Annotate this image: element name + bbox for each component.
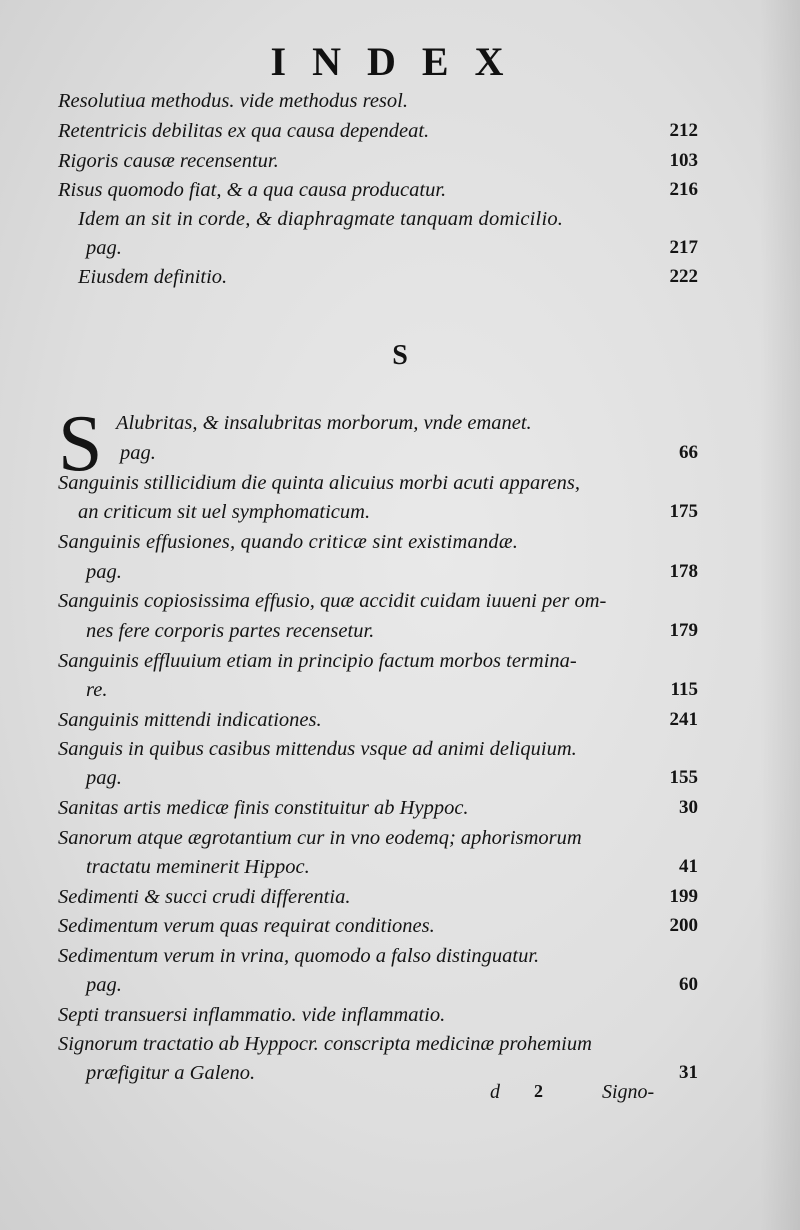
entry-text: Risus quomodo fiat, & a qua causa producatur. [58,179,447,201]
index-entry-continuation [58,974,698,1002]
entry-page: 178 [669,561,698,582]
entry-text: pag. [86,237,122,259]
index-entry [58,1004,698,1032]
signature-number: 2 [534,1081,543,1101]
entry-page: 115 [670,679,698,700]
index-entry [58,827,698,855]
entry-text: Retentricis debilitas ex qua causa dependeat. [58,120,430,142]
index-entry [58,738,698,766]
index-entry [58,886,698,914]
entry-page: 179 [669,620,698,641]
index-entry-continuation [58,620,698,648]
entry-text: pag. [86,561,122,583]
entry-text: Sanitas artis medicæ finis constituitur ab Hyppoc. [58,797,469,819]
entry-page: 31 [679,1062,698,1083]
index-entry [58,1033,698,1061]
signature-mark: d [490,1081,500,1103]
entry-page: 66 [679,442,698,463]
index-entry-continuation [58,767,698,795]
index-entry [58,266,698,294]
entry-page: 200 [669,915,698,936]
entry-text: Sedimenti & succi crudi differentia. [58,886,351,908]
entry-page: 217 [669,237,698,258]
section-heading-letter: S [392,340,408,371]
entry-text: Sanguinis copiosissima effusio, quæ accidit cuidam iuueni per om- [58,590,607,612]
entry-text: Resolutiua methodus. vide methodus resol. [58,90,408,112]
entry-text: Sanguinis effluuium etiam in principio factum morbos termina- [58,650,577,672]
index-entry [58,120,698,148]
entry-text: Sedimentum verum quas requirat conditiones. [58,915,435,937]
entry-page: 155 [669,767,698,788]
entry-page: 175 [669,501,698,522]
index-entry-continuation [58,501,698,529]
index-entry-continuation [58,856,698,884]
entry-text: Rigoris causæ recensentur. [58,150,279,172]
entry-text: præfigitur a Galeno. [86,1062,256,1084]
index-entry [58,150,698,178]
entry-page: 222 [669,266,698,287]
index-entry-continuation [58,561,698,589]
entry-text: Sedimentum verum in vrina, quomodo a falso distinguatur. [58,945,540,967]
entry-page: 41 [679,856,698,877]
index-entry-continuation [58,679,698,707]
entry-text: nes fere corporis partes recensetur. [86,620,375,642]
entry-text: Sanguis in quibus casibus mittendus vsque ad animi deliquium. [58,738,577,760]
index-entry [58,179,698,207]
entry-text: Sanorum atque ægrotantium cur in vno eodemq; aphorismorum [58,827,582,849]
entry-text: re. [86,679,108,701]
index-entry [58,709,698,737]
entry-text: Eiusdem definitio. [78,266,228,288]
entry-page: 30 [679,797,698,818]
entry-text: Alubritas, & insalubritas morborum, vnde emanet. [116,412,532,434]
entry-text: tractatu meminerit Hippoc. [86,856,310,878]
index-entry [116,412,698,440]
entry-page: 199 [669,886,698,907]
index-entry-continuation [116,442,698,470]
index-entry [58,208,698,236]
page-binding-shadow [760,0,800,1230]
entry-page: 103 [669,150,698,171]
running-head: INDEX [270,39,530,84]
entry-text: Sanguinis mittendi indicationes. [58,709,322,731]
index-entry [58,945,698,973]
index-entry [58,590,698,618]
entry-text: an criticum sit uel symphomaticum. [78,501,371,523]
catchword: Signo- [602,1081,655,1103]
index-entry-continuation [58,237,698,265]
entry-text: Idem an sit in corde, & diaphragmate tanquam domicilio. [78,208,564,230]
index-entry [58,650,698,678]
index-entry [58,915,698,943]
index-entry [58,797,698,825]
drop-capital: S [58,400,103,488]
index-entry [58,531,698,559]
entry-text: pag. [86,767,122,789]
entry-page: 216 [669,179,698,200]
entry-text: Sanguinis effusiones, quando criticæ sint existimandæ. [58,531,519,553]
entry-text: pag. [86,974,122,996]
entry-text: Sanguinis stillicidium die quinta alicuius morbi acuti apparens, [58,472,580,494]
entry-page: 60 [679,974,698,995]
index-entry [58,472,698,500]
entry-page: 212 [669,120,698,141]
index-entry [58,90,698,118]
entry-text: Signorum tractatio ab Hyppocr. conscripta medicinæ prohemium [58,1033,592,1055]
entry-text: pag. [120,442,156,464]
entry-page: 241 [669,709,698,730]
entry-text: Septi transuersi inflammatio. vide inflammatio. [58,1004,446,1026]
